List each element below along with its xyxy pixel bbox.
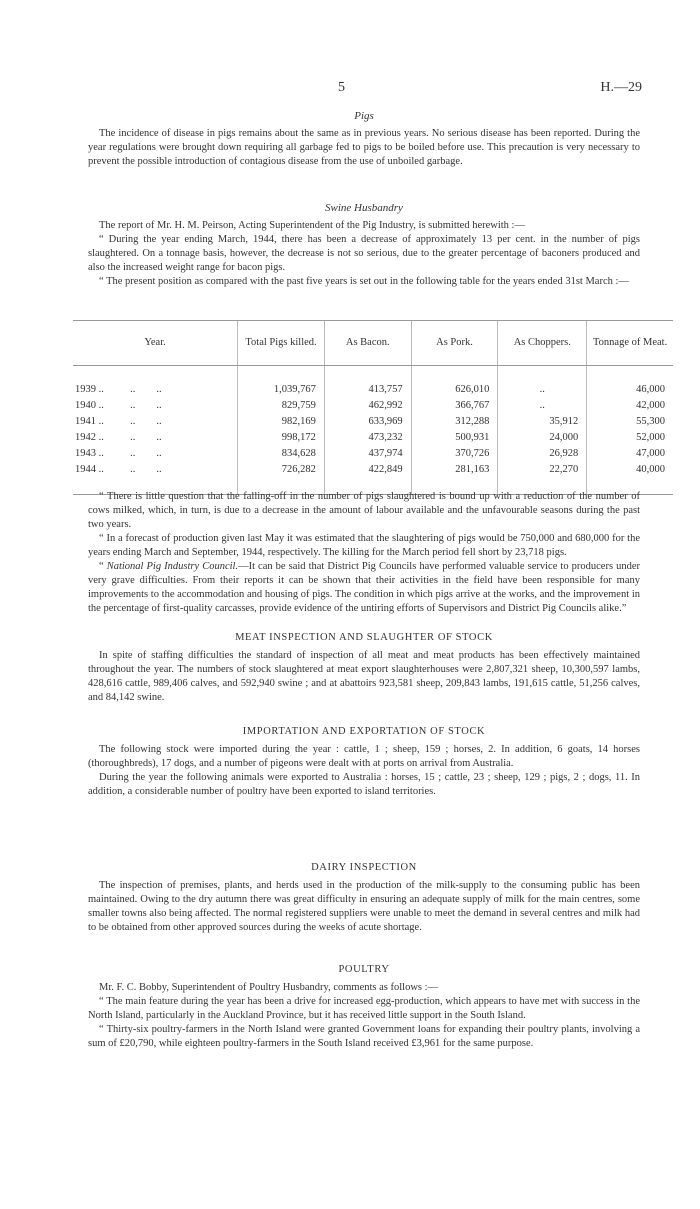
paragraph: The report of Mr. H. M. Peirson, Acting Superintendent of the Pig Industry, is submitted herewith :— — [99, 220, 525, 231]
paragraph: The inspection of premises, plants, and herds used in the production of the milk-supply to the consuming public has been maintained. Owing to the dry autumn there was great difficulty in ensuring an adequate supply of milk for the main centres, some smaller towns also being affected. The normal registered suppliers were unable to meet the demand in several centres and milk had to be obtained from other approved sources during the weeks of acute shortage. — [88, 880, 640, 933]
section-title: POULTRY — [338, 964, 390, 975]
paragraph: “ In a forecast of production given last May it was estimated that the slaughtering of pigs would be 750,000 and 680,000 for the years ending March and September, 1944, respectively. The killing for the March period fell short by 23,718 pigs. — [88, 533, 640, 558]
pig-slaughter-table — [73, 320, 673, 495]
cell-year: 1943 .. .. .. — [75, 448, 162, 459]
cell-total: 834,628 — [238, 446, 325, 462]
cell-choppers: .. — [498, 382, 587, 398]
section-swine-continued — [88, 490, 640, 616]
cell-total: 829,759 — [238, 398, 325, 414]
cell-choppers: 35,912 — [498, 414, 587, 430]
col-header-year: Year. — [73, 321, 238, 366]
paragraph: “ The main feature during the year has been a drive for increased egg-production, which appears to have met with success in the North Island, particularly in the Auckland Province, but it has received little support in the South Island. — [88, 996, 640, 1021]
paragraph: “ The present position as compared with the past five years is set out in the following table for the years ended 31st March :— — [99, 276, 629, 287]
table-row — [73, 382, 673, 398]
paragraph: “ There is little question that the falling-off in the number of pigs slaughtered is bound up with a reduction of the number of cows milked, which, in turn, is due to a decrease in the amount of labour available and the unfavourable seasons during the past two years. — [88, 491, 640, 530]
cell-year: 1940 .. .. .. — [75, 400, 162, 411]
col-header-choppers: As Choppers. — [498, 321, 587, 366]
col-header-total: Total Pigs killed. — [238, 321, 325, 366]
cell-year: 1944 .. .. .. — [75, 464, 162, 475]
cell-tonnage: 46,000 — [587, 382, 673, 398]
page-header — [0, 80, 700, 100]
document-reference: H.—29 — [600, 80, 642, 95]
section-meat-inspection — [88, 632, 640, 705]
section-title: Pigs — [354, 110, 374, 122]
cell-pork: 370,726 — [411, 446, 498, 462]
cell-tonnage: 55,300 — [587, 414, 673, 430]
cell-year: 1939 .. .. .. — [75, 384, 162, 395]
table-row — [73, 398, 673, 414]
cell-total: 1,039,767 — [238, 382, 325, 398]
col-header-tonnage: Tonnage of Meat. — [587, 321, 673, 366]
cell-bacon: 473,232 — [324, 430, 411, 446]
cell-pork: 626,010 — [411, 382, 498, 398]
council-heading: National Pig Industry Council. — [106, 561, 239, 572]
cell-year: 1942 .. .. .. — [75, 432, 162, 443]
cell-total: 982,169 — [238, 414, 325, 430]
cell-bacon: 633,969 — [324, 414, 411, 430]
paragraph: “ Thirty-six poultry-farmers in the North Island were granted Government loans for expanding their poultry plants, involving a sum of £20,790, while eighteen poultry-farmers in the South Island received £3,961 for the same purpose. — [88, 1024, 640, 1049]
table-row — [73, 446, 673, 462]
table-row — [73, 430, 673, 446]
section-title: MEAT INSPECTION AND SLAUGHTER OF STOCK — [235, 632, 493, 643]
cell-tonnage: 52,000 — [587, 430, 673, 446]
paragraph: The following stock were imported during the year : cattle, 1 ; sheep, 159 ; horses, 2. In addition, 6 goats, 14 horses (thoroughbreds), 17 dogs, and a number of pigeons were dealt with at ports on arrival from Australia. — [88, 744, 640, 769]
cell-tonnage: 40,000 — [587, 462, 673, 478]
section-swine-husbandry — [88, 202, 640, 289]
cell-pork: 281,163 — [411, 462, 498, 478]
paragraph: In spite of staffing difficulties the standard of inspection of all meat and meat products has been effectively maintained throughout the year. The numbers of stock slaughtered at meat export slaughterhouses were 2,807,321 sheep, 10,300,597 lambs, 428,616 cattle, 989,406 calves, and 592,940 swine ; and at abattoirs 923,581 sheep, 209,843 lambs, 191,615 cattle, 51,256 calves, and 84,142 swine. — [88, 650, 640, 703]
col-header-pork: As Pork. — [411, 321, 498, 366]
section-dairy-inspection — [88, 862, 640, 935]
paragraph: Mr. F. C. Bobby, Superintendent of Poultry Husbandry, comments as follows :— — [99, 982, 439, 993]
paragraph: “ During the year ending March, 1944, there has been a decrease of approximately 13 per cent. in the number of pigs slaughtered. On a tonnage basis, however, the decrease is not so serious, due to the greater percentage of baconers produced and also the increased weight range for bacon pigs. — [88, 234, 640, 273]
table-row — [73, 462, 673, 478]
cell-bacon: 413,757 — [324, 382, 411, 398]
section-poultry — [88, 964, 640, 1051]
table-row — [73, 414, 673, 430]
section-title: DAIRY INSPECTION — [311, 862, 417, 873]
col-header-bacon: As Bacon. — [324, 321, 411, 366]
paragraph: “ National Pig Industry Council.—It can be said that District Pig Councils have performed valuable service to producers under very grave difficulties. From their reports it can be shown that their activities in the field have been responsible for many improvements to the accommodation and housing of pigs. The condition in which pigs arrive at the works, and the improvement in the percentage of first-quality carcasses, provide evidence of the untiring efforts of Supervisors and District Pig Councils alike.” — [88, 561, 640, 614]
cell-tonnage: 47,000 — [587, 446, 673, 462]
paragraph: During the year the following animals were exported to Australia : horses, 15 ; cattle, 23 ; sheep, 129 ; pigs, 2 ; dogs, 11. In addition, a considerable number of poultry have been exported to island territories. — [88, 772, 640, 797]
cell-total: 726,282 — [238, 462, 325, 478]
paragraph: The incidence of disease in pigs remains about the same as in previous years. No serious disease has been reported. During the year regulations were brought down requiring all garbage fed to pigs to be boiled before use. This precaution is very necessary to prevent the possible introduction of contagious disease from the use of unboiled garbage. — [88, 128, 640, 167]
cell-pork: 366,767 — [411, 398, 498, 414]
cell-bacon: 462,992 — [324, 398, 411, 414]
section-title: IMPORTATION AND EXPORTATION OF STOCK — [242, 726, 486, 737]
section-importation-exportation — [88, 726, 640, 799]
section-pigs — [88, 110, 640, 169]
cell-pork: 500,931 — [411, 430, 498, 446]
cell-bacon: 437,974 — [324, 446, 411, 462]
cell-bacon: 422,849 — [324, 462, 411, 478]
section-title: Swine Husbandry — [325, 202, 403, 214]
cell-pork: 312,288 — [411, 414, 498, 430]
cell-choppers: 22,270 — [498, 462, 587, 478]
cell-choppers: .. — [498, 398, 587, 414]
page-number: 5 — [338, 80, 345, 95]
cell-year: 1941 .. .. .. — [75, 416, 162, 427]
cell-choppers: 26,928 — [498, 446, 587, 462]
cell-choppers: 24,000 — [498, 430, 587, 446]
cell-total: 998,172 — [238, 430, 325, 446]
cell-tonnage: 42,000 — [587, 398, 673, 414]
table-header-row — [73, 321, 673, 366]
